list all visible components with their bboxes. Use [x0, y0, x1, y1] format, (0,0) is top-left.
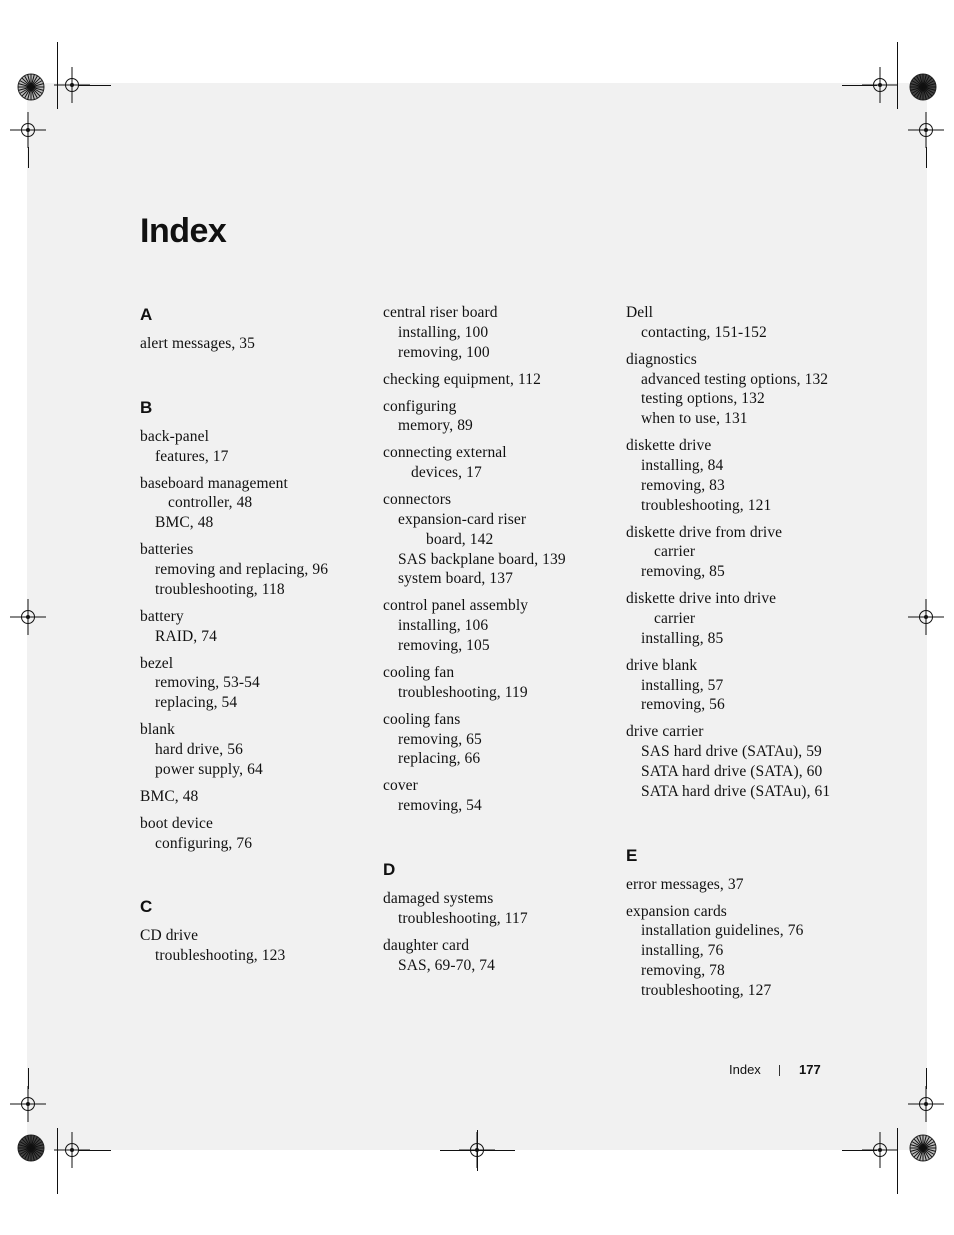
color-target-icon: [909, 73, 937, 101]
index-subentry: system board, 137: [398, 570, 513, 588]
index-letter-heading: D: [383, 860, 396, 879]
index-entry: diskette drive: [626, 437, 712, 455]
index-subentry: testing options, 132: [641, 390, 765, 408]
registration-crosshair-icon: [8, 110, 48, 150]
index-letter-heading: E: [626, 845, 638, 865]
index-subentry: SATA hard drive (SATA), 60: [641, 763, 823, 780]
registration-crosshair-icon: [8, 1084, 48, 1124]
index-subentry: hard drive, 56: [155, 741, 243, 758]
index-subentry: SAS, 69-70, 74: [398, 956, 495, 974]
index-letter-heading: C: [140, 897, 153, 917]
index-entry: damaged systems: [383, 890, 494, 907]
index-subentry: removing, 53-54: [155, 674, 260, 692]
index-subentry: features, 17: [155, 447, 229, 465]
index-subentry: devices, 17: [411, 464, 482, 482]
index-subentry: removing and replacing, 96: [155, 561, 329, 578]
index-subentry: installing, 85: [641, 629, 724, 647]
index-subentry: SAS backplane board, 139: [398, 550, 566, 568]
index-subentry: carrier: [654, 543, 696, 561]
index-subentry: advanced testing options, 132: [641, 370, 829, 388]
index-subentry: SATA hard drive (SATAu), 61: [641, 782, 831, 800]
index-entry: drive blank: [626, 656, 698, 674]
registration-crosshair-icon: [8, 597, 48, 637]
index-entry: expansion cards: [626, 902, 727, 920]
registration-crosshair-icon: [906, 110, 946, 150]
registration-crosshair-icon: [906, 597, 946, 637]
index-subentry: installing, 100: [398, 323, 489, 341]
index-entry: error messages, 37: [626, 875, 744, 893]
color-target-icon: [909, 1134, 937, 1162]
index-subentry: troubleshooting, 127: [641, 981, 772, 999]
index-subentry: power supply, 64: [155, 760, 263, 778]
index-entry: diskette drive into drive: [626, 590, 777, 608]
index-entry: baseboard management: [140, 474, 288, 492]
index-entry: alert messages, 35: [140, 335, 255, 352]
index-subentry: when to use, 131: [641, 410, 748, 428]
index-subentry: memory, 89: [398, 417, 473, 435]
index-subentry: troubleshooting, 121: [641, 496, 772, 514]
registration-crosshair-icon: [52, 65, 92, 105]
index-subentry: installing, 106: [398, 617, 489, 635]
index-subentry: installation guidelines, 76: [641, 922, 804, 940]
color-target-icon: [17, 73, 45, 101]
index-subentry: installing, 76: [641, 942, 724, 960]
index-entry: drive carrier: [626, 723, 704, 741]
index-subentry: board, 142: [426, 530, 494, 548]
index-subentry: removing, 65: [398, 730, 482, 748]
page-number: 177: [799, 1062, 821, 1077]
index-entry: battery: [140, 607, 184, 625]
index-entry: cooling fans: [383, 710, 461, 728]
index-entry: batteries: [140, 541, 194, 559]
index-subentry: controller, 48: [168, 494, 253, 512]
index-entry: boot device: [140, 814, 213, 832]
index-subentry: removing, 56: [641, 696, 725, 714]
index-entry: CD drive: [140, 927, 199, 945]
registration-crosshair-icon: [52, 1130, 92, 1170]
index-entry: diskette drive from drive: [626, 523, 783, 541]
index-subentry: removing, 54: [398, 797, 482, 815]
index-subentry: replacing, 66: [398, 750, 481, 768]
index-subentry: troubleshooting, 119: [398, 683, 528, 701]
footer-section-label: Index: [729, 1062, 761, 1077]
footer-separator: [779, 1065, 780, 1076]
index-entry: back-panel: [140, 427, 209, 445]
index-entry: central riser board: [383, 304, 498, 321]
index-entry: checking equipment, 112: [383, 370, 541, 388]
index-letter-heading: B: [140, 397, 153, 417]
index-entry: blank: [140, 721, 175, 739]
index-entry: cooling fan: [383, 664, 455, 681]
index-entry: BMC, 48: [140, 787, 199, 805]
color-target-icon: [17, 1134, 45, 1162]
index-subentry: RAID, 74: [155, 627, 217, 645]
index-subentry: installing, 57: [641, 676, 724, 694]
registration-crosshair-icon: [860, 1130, 900, 1170]
index-subentry: troubleshooting, 118: [155, 580, 285, 598]
index-subentry: removing, 105: [398, 637, 490, 654]
index-subentry: removing, 83: [641, 476, 725, 494]
trim-line: [28, 147, 29, 168]
index-subentry: contacting, 151-152: [641, 323, 767, 341]
index-subentry: BMC, 48: [155, 514, 214, 532]
index-subentry: troubleshooting, 117: [398, 909, 528, 927]
trim-line: [926, 147, 927, 168]
index-letter-heading: A: [140, 305, 153, 324]
index-entry: connectors: [383, 491, 452, 509]
index-subentry: removing, 100: [398, 343, 490, 361]
index-entry: diagnostics: [626, 350, 697, 368]
index-subentry: removing, 85: [641, 563, 725, 581]
index-entry: configuring: [383, 397, 457, 415]
index-entry: Dell: [626, 304, 654, 321]
index-entry: connecting external: [383, 444, 507, 462]
page-title: Index: [140, 212, 227, 250]
index-subentry: expansion-card riser: [398, 511, 527, 528]
index-subentry: configuring, 76: [155, 834, 253, 852]
index-subentry: SAS hard drive (SATAu), 59: [641, 743, 822, 761]
index-entry: daughter card: [383, 936, 470, 954]
index-entry: control panel assembly: [383, 597, 529, 615]
index-subentry: carrier: [654, 610, 696, 627]
registration-crosshair-icon: [860, 65, 900, 105]
index-subentry: troubleshooting, 123: [155, 947, 286, 965]
registration-crosshair-icon: [457, 1130, 497, 1170]
index-entry: bezel: [140, 654, 174, 672]
index-subentry: replacing, 54: [155, 694, 238, 712]
index-subentry: installing, 84: [641, 457, 724, 474]
index-entry: cover: [383, 777, 418, 795]
index-subentry: removing, 78: [641, 962, 725, 979]
registration-crosshair-icon: [906, 1084, 946, 1124]
